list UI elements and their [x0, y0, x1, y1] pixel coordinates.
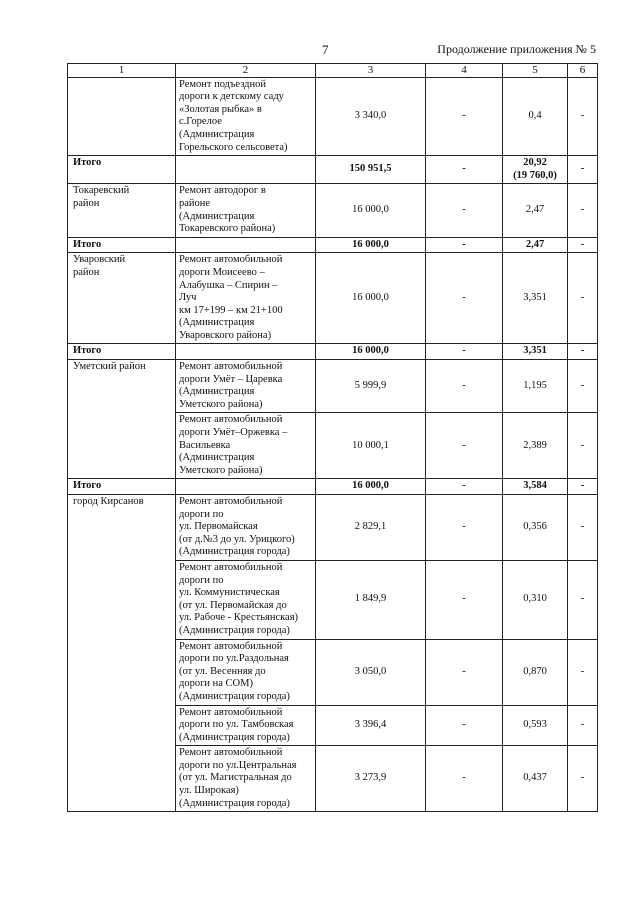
empty-cell: [176, 156, 316, 184]
cell-line: Горельского сельсовета): [179, 141, 288, 153]
description-cell: [176, 184, 316, 237]
cell-line: (Администрация: [179, 128, 255, 140]
col4-cell: -: [426, 560, 503, 639]
cell-line: Алабушка – Спирин –: [179, 279, 278, 291]
col4-cell: -: [426, 746, 503, 812]
length-cell: [503, 360, 568, 413]
cell-line: Ремонт автомобильной: [179, 561, 283, 573]
length-cell: [503, 560, 568, 639]
cell-line: (Администрация города): [179, 797, 290, 809]
description-cell: [176, 495, 316, 561]
amount-cell: 16 000,0: [316, 237, 426, 253]
cell-line: район: [73, 266, 100, 278]
length-value: 0,593: [523, 719, 547, 731]
cell-line: Луч: [179, 292, 197, 304]
length-value: 3,351: [523, 292, 547, 304]
column-header: 4: [426, 64, 503, 78]
empty-cell: [176, 344, 316, 360]
empty-cell: [176, 237, 316, 253]
length-value: 3,351: [523, 345, 547, 357]
cell-line: (Администрация города): [179, 690, 290, 702]
total-label: Итого: [68, 237, 176, 253]
col4-cell: -: [426, 413, 503, 479]
length-value: 1,195: [523, 379, 547, 391]
length-cell: [503, 184, 568, 237]
col6-cell: -: [568, 413, 598, 479]
cell-line: Токаревского района): [179, 223, 276, 235]
column-header: 2: [176, 64, 316, 78]
length-cell: [503, 746, 568, 812]
col4-cell: -: [426, 495, 503, 561]
table-row: [68, 495, 598, 561]
description-cell: [176, 639, 316, 705]
empty-cell: [176, 479, 316, 495]
col6-cell: -: [568, 344, 598, 360]
amount-cell: 2 829,1: [316, 495, 426, 561]
length-value: 2,47: [525, 204, 545, 216]
length-value: 2,389: [523, 439, 547, 451]
page-number: 7: [322, 42, 329, 57]
col4-cell: -: [426, 479, 503, 495]
description-cell: [176, 413, 316, 479]
length-value: 0,310: [523, 593, 547, 605]
col4-cell: -: [426, 639, 503, 705]
col6-cell: -: [568, 156, 598, 184]
cell-line: (Администрация: [179, 386, 255, 398]
amount-cell: 1 849,9: [316, 560, 426, 639]
cell-line: ул. Первомайская: [179, 521, 258, 533]
column-header: 3: [316, 64, 426, 78]
amount-cell: 150 951,5: [316, 156, 426, 184]
length-cell: [503, 237, 568, 253]
amount-cell: 3 340,0: [316, 77, 426, 156]
cell-line: с.Горелое: [179, 116, 222, 128]
column-header: 5: [503, 64, 568, 78]
length-value: 2,47: [525, 238, 545, 250]
length-cell: [503, 156, 568, 184]
col6-cell: -: [568, 705, 598, 746]
col4-cell: -: [426, 360, 503, 413]
cell-line: дороги на СОМ): [179, 678, 253, 690]
length-value: 0,4: [528, 110, 542, 122]
table-row: [68, 253, 598, 344]
cell-line: Уметского района): [179, 398, 263, 410]
description-cell: [176, 560, 316, 639]
amount-cell: 5 999,9: [316, 360, 426, 413]
cell-line: дороги по: [179, 508, 224, 520]
cell-line: дороги Умёт–Оржевка –: [179, 427, 288, 439]
total-row: [68, 156, 598, 184]
length-cell: [503, 479, 568, 495]
cell-line: Ремонт автомобильной: [179, 414, 283, 426]
district-cell: [68, 253, 176, 344]
cell-line: (Администрация города): [179, 731, 290, 743]
length-value: 0,870: [523, 665, 547, 677]
cell-line: дороги по ул.Раздольная: [179, 653, 289, 665]
cell-line: (от ул. Магистральная до: [179, 772, 292, 784]
cell-line: (Администрация: [179, 210, 255, 222]
col6-cell: -: [568, 360, 598, 413]
length-value: 0,437: [523, 772, 547, 784]
col4-cell: -: [426, 184, 503, 237]
total-row: [68, 479, 598, 495]
column-header-row: [68, 64, 598, 78]
length-extra: (19 760,0): [513, 169, 557, 181]
cell-line: Ремонт автомобильной: [179, 361, 283, 373]
total-label: Итого: [68, 479, 176, 495]
col6-cell: -: [568, 746, 598, 812]
total-row: [68, 237, 598, 253]
length-cell: [503, 77, 568, 156]
total-label: Итого: [68, 344, 176, 360]
amount-cell: 3 273,9: [316, 746, 426, 812]
cell-line: Ремонт автомобильной: [179, 254, 283, 266]
cell-line: дороги по ул.Центральная: [179, 759, 297, 771]
cell-line: (Администрация: [179, 317, 255, 329]
cell-line: Васильевка: [179, 439, 231, 451]
description-cell: [176, 705, 316, 746]
cell-line: Ремонт автодорог в: [179, 185, 266, 197]
amount-cell: 10 000,1: [316, 413, 426, 479]
cell-line: район: [73, 197, 100, 209]
cell-line: «Золотая рыбка» в: [179, 103, 262, 115]
length-cell: [503, 495, 568, 561]
cell-line: Ремонт автомобильной: [179, 640, 283, 652]
cell-line: дороги Моисеево –: [179, 266, 265, 278]
col4-cell: -: [426, 237, 503, 253]
continuation-label: Продолжение приложения № 5: [437, 42, 596, 56]
cell-line: город Кирсанов: [73, 496, 144, 507]
cell-line: дороги к детскому саду: [179, 91, 284, 103]
col6-cell: -: [568, 237, 598, 253]
amount-cell: 16 000,0: [316, 479, 426, 495]
description-cell: [176, 746, 316, 812]
cell-line: (Администрация: [179, 452, 255, 464]
col6-cell: -: [568, 479, 598, 495]
cell-line: ул. Коммунистическая: [179, 587, 280, 599]
col6-cell: -: [568, 77, 598, 156]
road-repair-table: [67, 63, 598, 812]
cell-line: ул. Широкая): [179, 785, 239, 797]
table-row: [68, 77, 598, 156]
length-cell: [503, 253, 568, 344]
amount-cell: 3 396,4: [316, 705, 426, 746]
description-cell: [176, 77, 316, 156]
column-header: 6: [568, 64, 598, 78]
cell-line: районе: [179, 197, 211, 209]
cell-line: Уваровский: [73, 254, 126, 266]
cell-line: Ремонт автомобильной: [179, 496, 283, 507]
length-cell: [503, 639, 568, 705]
col6-cell: -: [568, 253, 598, 344]
district-cell: [68, 360, 176, 479]
length-value: 3,584: [523, 480, 547, 492]
cell-line: дороги по: [179, 574, 224, 586]
table-row: [68, 184, 598, 237]
amount-cell: 16 000,0: [316, 184, 426, 237]
cell-line: (от д.№3 до ул. Урицкого): [179, 533, 295, 545]
length-value: 0,356: [523, 521, 547, 533]
cell-line: Уметский район: [73, 361, 146, 373]
length-value: 20,92: [523, 157, 547, 169]
district-cell: [68, 184, 176, 237]
amount-cell: 3 050,0: [316, 639, 426, 705]
cell-line: (Администрация города): [179, 546, 290, 558]
description-cell: [176, 253, 316, 344]
amount-cell: 16 000,0: [316, 253, 426, 344]
total-row: [68, 344, 598, 360]
cell-line: (от ул. Первомайская до: [179, 599, 287, 611]
cell-line: (от ул. Весенняя до: [179, 665, 266, 677]
cell-line: Уметского района): [179, 464, 263, 476]
district-cell: [68, 495, 176, 812]
cell-line: Ремонт автомобильной: [179, 747, 283, 759]
column-header: 1: [68, 64, 176, 78]
description-cell: [176, 360, 316, 413]
district-cell: [68, 77, 176, 156]
cell-line: Ремонт подъездной: [179, 78, 267, 90]
amount-cell: 16 000,0: [316, 344, 426, 360]
col4-cell: -: [426, 253, 503, 344]
cell-line: дороги по ул. Тамбовская: [179, 719, 294, 731]
cell-line: дороги Умёт – Царевка: [179, 373, 283, 385]
length-cell: [503, 344, 568, 360]
table-row: [68, 360, 598, 413]
col4-cell: -: [426, 705, 503, 746]
cell-line: ул. Рабоче - Крестьянская): [179, 612, 299, 624]
col4-cell: -: [426, 77, 503, 156]
col6-cell: -: [568, 639, 598, 705]
table-body: [68, 64, 598, 812]
col6-cell: -: [568, 560, 598, 639]
cell-line: (Администрация города): [179, 624, 290, 636]
cell-line: Ремонт автомобильной: [179, 706, 283, 718]
col4-cell: -: [426, 344, 503, 360]
col4-cell: -: [426, 156, 503, 184]
length-cell: [503, 705, 568, 746]
col6-cell: -: [568, 184, 598, 237]
total-label: Итого: [68, 156, 176, 184]
cell-line: Токаревский: [73, 185, 130, 197]
length-cell: [503, 413, 568, 479]
cell-line: Уваровского района): [179, 329, 272, 341]
col6-cell: -: [568, 495, 598, 561]
cell-line: км 17+199 – км 21+100: [179, 304, 283, 316]
